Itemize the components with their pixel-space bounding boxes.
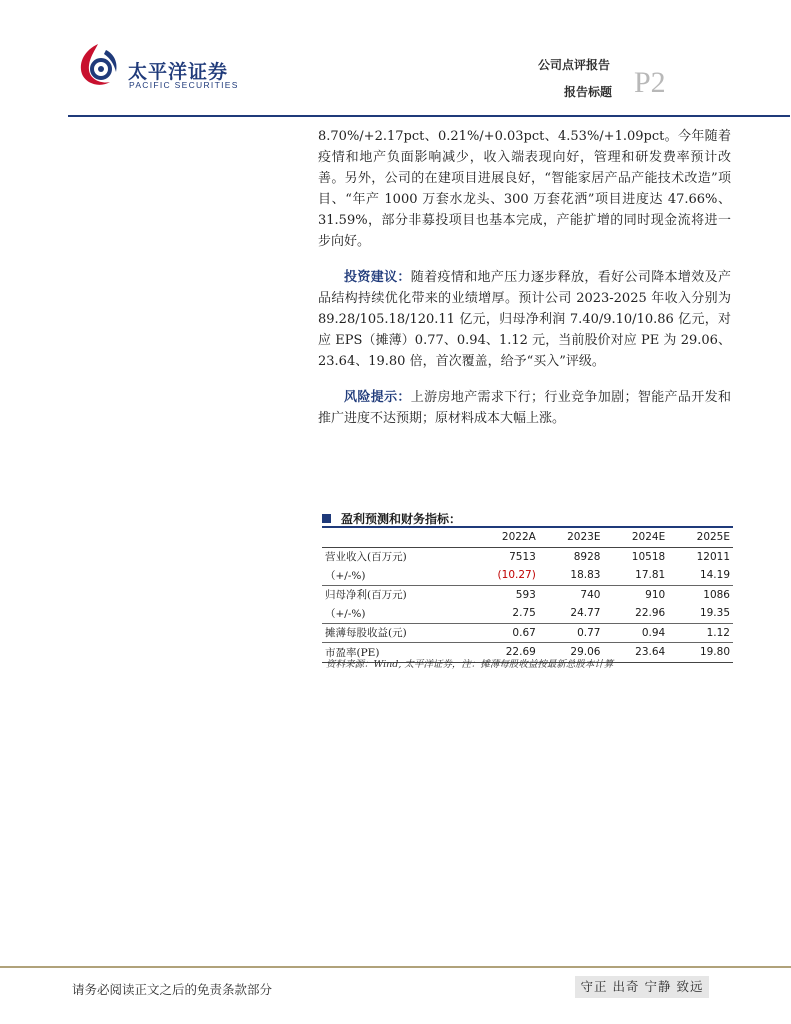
table-cell: 29.06 (539, 643, 604, 663)
table-cell: 0.77 (539, 623, 604, 643)
footer-divider (0, 966, 791, 968)
brand-name-en: PACIFIC SECURITIES (129, 80, 239, 90)
risk-warning-text: 上游房地产需求下行；行业竞争加剧；智能产品开发和推广进度不达预期；原材料成本大幅上涨。 (318, 390, 731, 426)
row-label: （+/-%) (325, 569, 366, 582)
row-label: 市盈率(PE) (322, 643, 466, 663)
square-bullet-icon (322, 514, 331, 523)
table-row (322, 623, 733, 643)
table-cell: 1.12 (668, 623, 733, 643)
table-cell: 593 (466, 585, 539, 604)
pacific-securities-logo-icon (76, 42, 120, 88)
risk-warning-label: 风险提示： (344, 390, 411, 405)
row-label: 归母净利(百万元) (322, 585, 466, 604)
header-divider (68, 115, 790, 117)
table-cell: 22.69 (466, 643, 539, 663)
table-cell: 910 (603, 585, 668, 604)
investment-advice-text: 随着疫情和地产压力逐步释放，看好公司降本增效及产品结构持续优化带来的业绩增厚。预计公司 2023-2025 年收入分别为 89.28/105.18/120.11 亿元，归母净利润 7.40/9.10/10.86 亿元，对应 EPS（摊薄）0.77、0.94、1.12 元，当前股价对应 PE 为 29.06、23.64、19.80 倍，首次覆盖，给予“买入”评级。 (318, 270, 731, 369)
table-row (322, 604, 733, 623)
table-cell: 14.19 (699, 569, 730, 582)
table-title-text: 盈利预测和财务指标： (341, 512, 462, 526)
table-cell-negative: (10.27) (497, 569, 536, 582)
analysis-paragraph: 8.70%/+2.17pct、0.21%/+0.03pct、4.53%/+1.09pct。今年随着疫情和地产负面影响减少，收入端表现向好，管理和研发费率预计改善。另外，公司的在建项目进展良好，“智能家居产品产能技术改造”项目、“年产 1000 万套水龙头、300 万套花洒”项目进度达 47.66%、31.59%，部分非募投项目也基本完成，产能扩增的同时现金流将进一步向好。 (318, 129, 731, 249)
header-cell: 2023E (539, 527, 604, 547)
investment-advice-label: 投资建议： (344, 270, 411, 285)
header-cell: 2022A (466, 527, 539, 547)
table-cell: 18.83 (570, 569, 601, 582)
table-row (322, 566, 733, 585)
row-label: （+/-%) (325, 607, 366, 620)
risk-warning-paragraph (318, 387, 731, 429)
investment-advice-paragraph (318, 267, 731, 372)
row-label: 营业收入(百万元) (322, 547, 466, 566)
brand-name-cn: 太平洋证券 (128, 61, 229, 83)
row-label: 摊薄每股收益(元) (322, 623, 466, 643)
table-header-row (322, 527, 733, 547)
table-cell: 740 (539, 585, 604, 604)
table-cell: 17.81 (635, 569, 666, 582)
table-source-note: 资料来源：Wind, 太平洋证券，注：摊薄每股收益按最新总股本计算 (326, 659, 614, 670)
footer-motto: 守正 出奇 宁静 致远 (575, 976, 709, 998)
table-title (322, 510, 461, 527)
table-cell: 1086 (668, 585, 733, 604)
page-number: P2 (634, 66, 666, 99)
table-cell: 12011 (668, 547, 733, 566)
table-cell: 24.77 (570, 607, 601, 620)
table-cell: 19.35 (699, 607, 730, 620)
table-cell: 0.94 (603, 623, 668, 643)
header-cell (322, 527, 466, 547)
table-row (322, 585, 733, 604)
header-cell: 2024E (603, 527, 668, 547)
page-header (0, 0, 791, 120)
table-cell: 0.67 (466, 623, 539, 643)
report-title: 报告标题 (564, 85, 613, 99)
table-cell: 7513 (466, 547, 539, 566)
table-cell: 23.64 (603, 643, 668, 663)
table-row (322, 547, 733, 566)
header-cell: 2025E (668, 527, 733, 547)
report-type: 公司点评报告 (538, 58, 611, 72)
financial-forecast-table (322, 526, 733, 663)
table-cell: 19.80 (668, 643, 733, 663)
footer-disclaimer: 请务必阅读正文之后的免责条款部分 (72, 982, 273, 997)
table-cell: 8928 (539, 547, 604, 566)
table-cell: 10518 (603, 547, 668, 566)
table-cell: 22.96 (635, 607, 666, 620)
table-cell: 2.75 (512, 607, 536, 620)
